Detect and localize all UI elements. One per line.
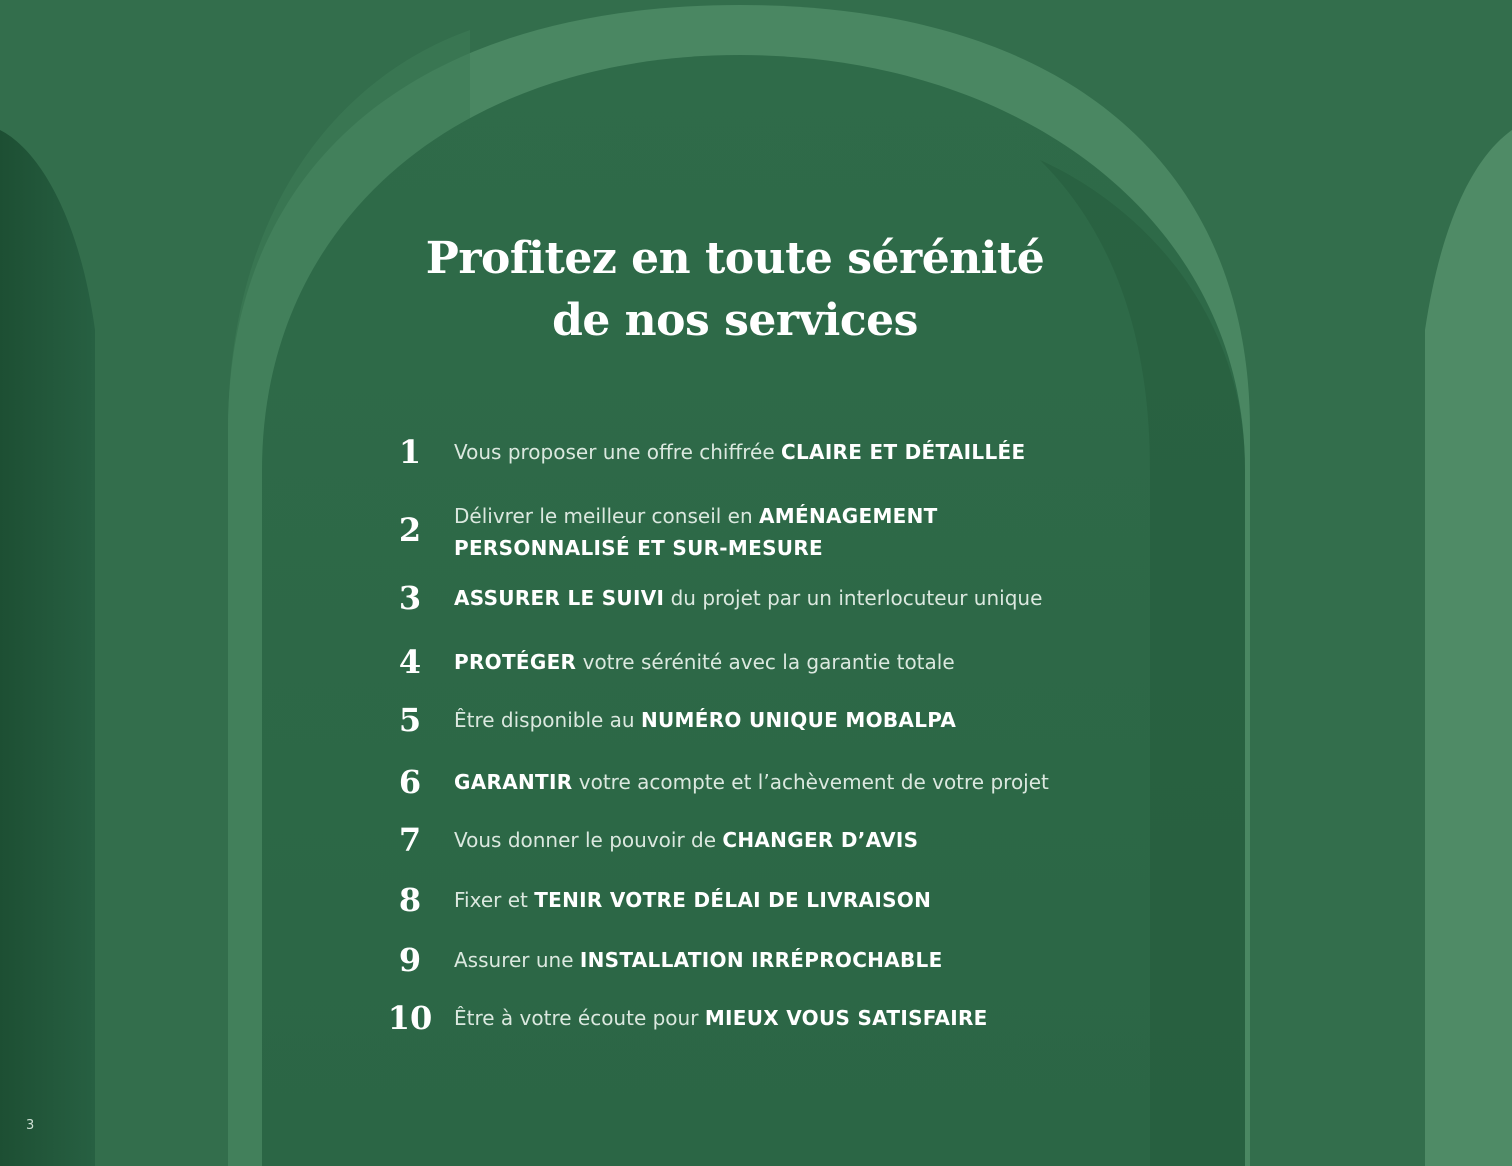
service-text (454, 884, 1174, 916)
service-number: 9 (398, 941, 422, 979)
service-number: 2 (398, 511, 422, 549)
service-text-bold: TENIR VOTRE DÉLAI DE LIVRAISON (534, 888, 932, 912)
service-text-regular: votre acompte et l’achèvement de votre projet (572, 770, 1049, 794)
service-text-regular: Fixer et (454, 888, 535, 912)
service-text (454, 500, 1014, 564)
service-text-bold: GARANTIR (454, 770, 573, 794)
service-text-bold: CLAIRE ET DÉTAILLÉE (781, 440, 1026, 464)
service-text-bold: CHANGER D’AVIS (722, 828, 919, 852)
service-text (454, 766, 1174, 798)
title-line-1: Profitez en toute sérénité (425, 233, 1045, 284)
service-text (454, 704, 1174, 736)
service-text-bold: PROTÉGER (454, 650, 577, 674)
service-text-regular: votre sérénité avec la garantie totale (576, 650, 955, 674)
service-text (454, 436, 1174, 468)
service-text-regular: du projet par un interlocuteur unique (664, 586, 1043, 610)
service-text-regular: Être disponible au (454, 708, 641, 732)
service-text (454, 582, 1174, 614)
service-number: 7 (398, 821, 422, 859)
service-number: 3 (398, 579, 422, 617)
service-text-bold: INSTALLATION IRRÉPROCHABLE (579, 948, 943, 972)
service-number: 1 (398, 433, 422, 471)
service-text-regular: Vous proposer une offre chiffrée (454, 440, 782, 464)
service-text-bold: AMÉNAGEMENT PERSONNALISÉ ET SUR-MESURE (454, 504, 938, 560)
service-text (454, 824, 1174, 856)
service-text (454, 1002, 1174, 1034)
service-text (454, 944, 1174, 976)
service-text-regular: Vous donner le pouvoir de (454, 828, 723, 852)
service-text-regular: Être à votre écoute pour (454, 1006, 705, 1030)
service-number: 5 (398, 701, 422, 739)
service-number: 6 (398, 763, 422, 801)
title-line-2: de nos services (552, 295, 918, 346)
service-number: 8 (398, 881, 422, 919)
service-text-regular: Délivrer le meilleur conseil en (454, 504, 759, 528)
service-text-regular: Assurer une (454, 948, 580, 972)
page-number: 3 (26, 1118, 35, 1133)
page-title (0, 228, 1470, 352)
service-text (454, 646, 1174, 678)
service-text-bold: ASSURER LE SUIVI (454, 586, 665, 610)
service-number: 10 (387, 999, 433, 1037)
service-text-bold: MIEUX VOUS SATISFAIRE (704, 1006, 988, 1030)
service-number: 4 (398, 643, 422, 681)
service-text-bold: NUMÉRO UNIQUE MOBALPA (640, 708, 957, 732)
